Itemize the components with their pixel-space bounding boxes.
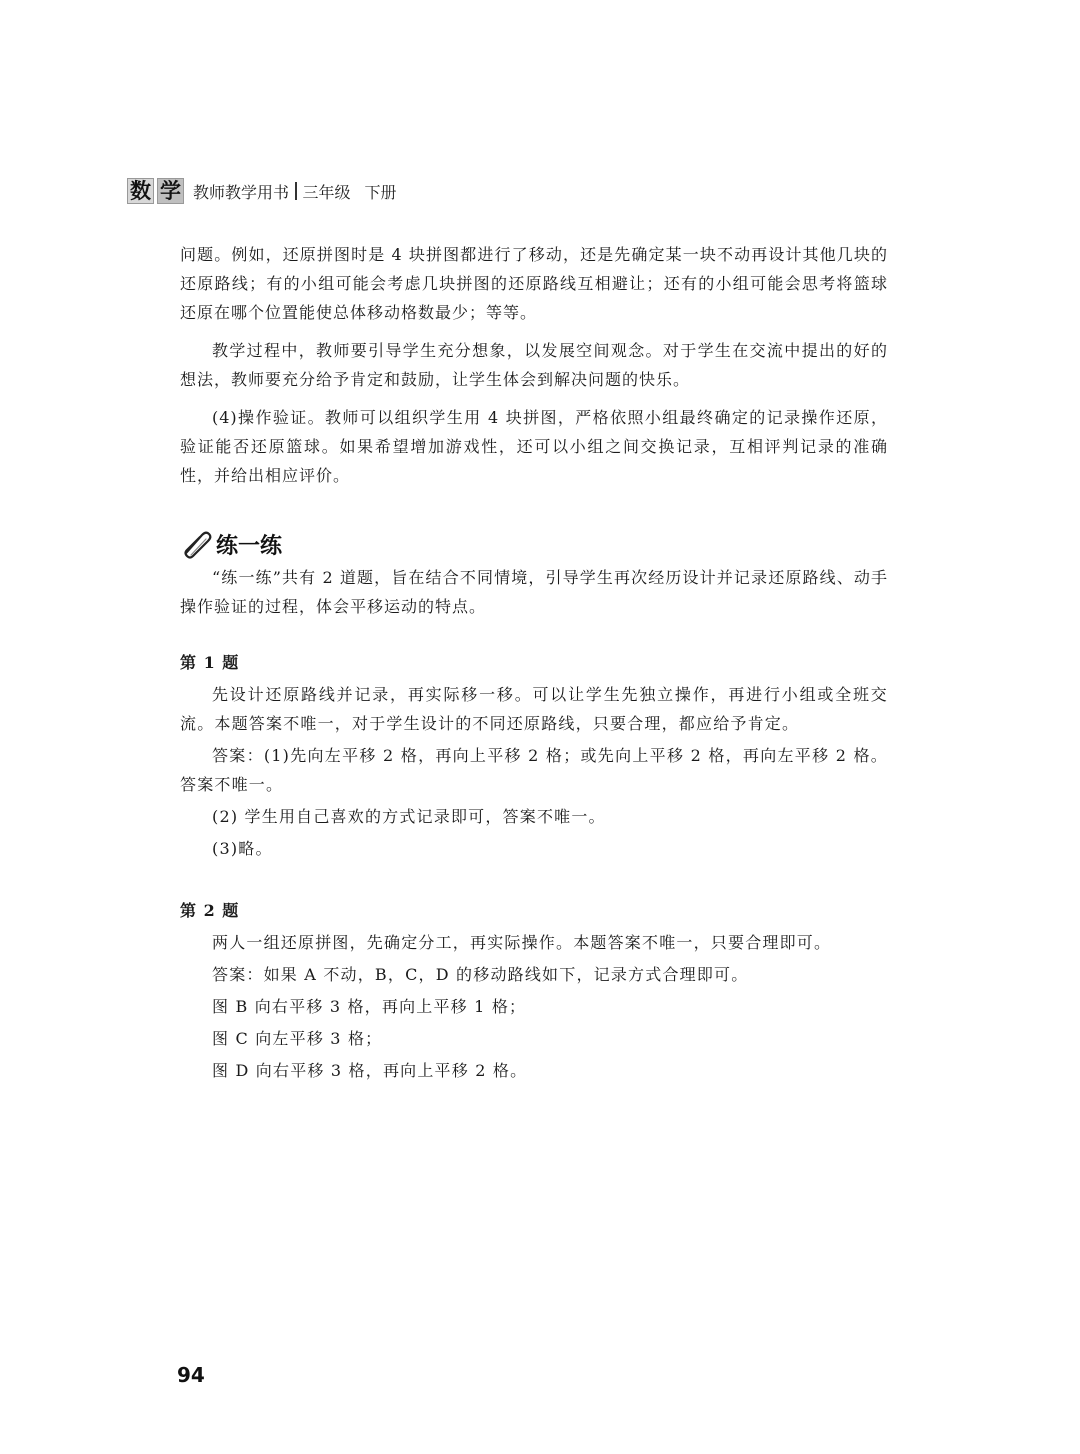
practice-title: 练一练 xyxy=(216,533,283,559)
question-2-answer: 答案：如果 A 不动，B，C，D 的移动路线如下，记录方式合理即可。 xyxy=(212,965,749,984)
volume-label: 下册 xyxy=(364,182,397,202)
book-title: 教师教学用书 xyxy=(193,182,290,202)
subject-char-2: 学 xyxy=(157,178,184,204)
question-1-text: 先设计还原路线并记录，再实际移一移。可以让学生先独立操作，再进行小组或全班交流。本题答案不唯一，对于学生设计的不同还原路线，只要合理，都应给予肯定。 xyxy=(180,685,888,733)
question-2-block xyxy=(180,896,888,1085)
question-1-block xyxy=(180,648,888,863)
page-number: 94 xyxy=(177,1363,205,1387)
practice-intro: “练一练”共有 2 道题，旨在结合不同情境，引导学生再次经历设计并记录还原路线、动手操作验证的过程，体会平移运动的特点。 xyxy=(180,568,888,616)
page-content xyxy=(180,240,888,1085)
body-paragraph-2: 教学过程中，教师要引导学生充分想象，以发展空间观念。对于学生在交流中提出的好的想法，教师要充分给予肯定和鼓励，让学生体会到解决问题的快乐。 xyxy=(180,341,888,389)
body-paragraph-3: (4)操作验证。教师可以组织学生用 4 块拼图，严格依照小组最终确定的记录操作还原，验证能否还原篮球。如果希望增加游戏性，还可以小组之间交换记录，互相评判记录的准确性，并给出相应评价。 xyxy=(180,408,888,485)
body-paragraph-1: 问题。例如，还原拼图时是 4 块拼图都进行了移动，还是先确定某一块不动再设计其他几块的还原路线；有的小组可能会考虑几块拼图的还原路线互相避让；还有的小组可能会思考将篮球还原在哪个位置能使总体移动格数最少；等等。 xyxy=(180,245,888,322)
paperclip-icon xyxy=(180,529,214,559)
running-header xyxy=(127,176,397,206)
question-2-line-b: 图 B 向右平移 3 格，再向上平移 1 格； xyxy=(212,997,527,1016)
subject-char-1: 数 xyxy=(127,178,154,204)
question-1-answer-3: (3)略。 xyxy=(212,839,273,858)
question-1-answer-2: (2) 学生用自己喜欢的方式记录即可，答案不唯一。 xyxy=(212,807,606,826)
subject-logo xyxy=(127,177,187,205)
practice-section-title xyxy=(180,527,888,561)
header-divider xyxy=(295,182,297,200)
question-2-text: 两人一组还原拼图，先确定分工，再实际操作。本题答案不唯一，只要合理即可。 xyxy=(212,933,832,952)
question-1-answer-1: 答案：(1)先向左平移 2 格，再向上平移 2 格；或先向上平移 2 格，再向左平移 2 格。答案不唯一。 xyxy=(180,746,888,794)
grade-label: 三年级 xyxy=(302,182,351,202)
question-2-heading: 第 2 题 xyxy=(180,901,240,920)
question-1-heading: 第 1 题 xyxy=(180,653,240,672)
question-2-line-c: 图 C 向左平移 3 格； xyxy=(212,1029,383,1048)
question-2-line-d: 图 D 向右平移 3 格，再向上平移 2 格。 xyxy=(212,1061,528,1080)
